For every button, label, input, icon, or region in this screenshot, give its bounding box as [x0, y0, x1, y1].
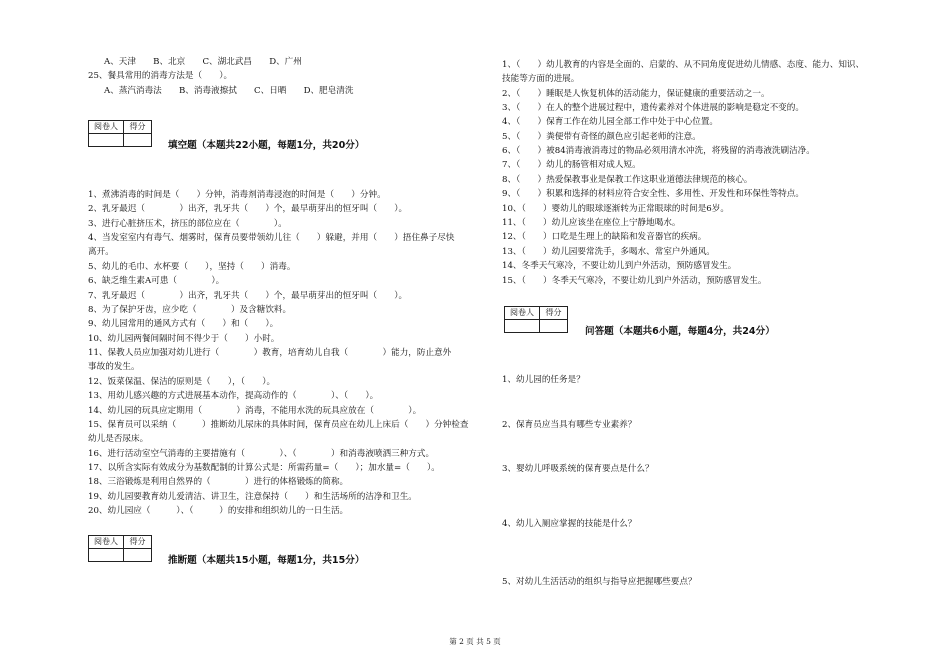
fill-line: 8、为了保护牙齿，应少吃（ ）及含糖饮料。: [88, 305, 292, 315]
judge-line: 2、（ ）睡眠是人恢复机体的活动能力，保证健康的重要活动之一。: [502, 89, 770, 99]
fill-line: 16、进行活动室空气消毒的主要措施有（ ）、（ ）和消毒液喷洒三种方式。: [88, 449, 435, 459]
qa-question: 1、幼儿园的任务是？: [502, 375, 585, 385]
judge-score-box: [88, 535, 152, 562]
judge-line: 7、（ ）幼儿的肠管相对成人短。: [502, 160, 641, 170]
judge-line: 12、（ ）口吃是生理上的缺陷和发音器官的疾病。: [502, 232, 707, 242]
judge-line: 9、（ ）积累和选择的材料应符合安全性、多用性、开发性和环保性等特点。: [502, 189, 804, 199]
fill-section-title: 填空题（本题共22小题，每题1分，共20分）: [168, 140, 365, 151]
fill-line: 20、幼儿园应（ ）、（ ）的安排和组织幼儿的一日生活。: [88, 506, 349, 516]
grader-label: 阅卷人: [94, 537, 118, 546]
qa-score-box: [504, 306, 568, 333]
fill-line: 离开。: [88, 247, 114, 257]
fill-line: 6、缺乏维生素A可患（ ）。: [88, 276, 225, 286]
judge-line: 技能等方面的进展。: [502, 74, 580, 84]
judge-line: 14、冬季天气寒冷，不要让幼儿到户外活动，预防感冒发生。: [502, 261, 737, 271]
fill-line: 18、三浴锻炼是利用自然界的（ ）进行的体格锻炼的简称。: [88, 477, 349, 487]
judge-section-title: 推断题（本题共15小题，每题1分，共15分）: [168, 555, 365, 566]
fill-score-box: [88, 120, 152, 147]
question-25-options: A、蒸汽消毒法 B、消毒液擦拭 C、日晒 D、肥皂清洗: [104, 86, 354, 96]
fill-line: 11、保教人员应加强对幼儿进行（ ）教育，培育幼儿自我（ ）能力，防止意外: [88, 348, 452, 358]
fill-line: 9、幼儿园常用的通风方式有（ ）和（ ）。: [88, 319, 279, 329]
score-label: 得分: [129, 122, 146, 131]
fill-line: 7、乳牙最迟（ ）出齐，乳牙共（ ）个，最早萌芽出的恒牙叫（ ）。: [88, 291, 408, 301]
judge-line: 11、（ ）幼儿应该坐在座位上宁静地喝水。: [502, 218, 681, 228]
fill-line: 4、当发室室内有毒气、烟雾时，保育员要带领幼儿往（ ）躲避，并用（ ）捂住鼻子尽快: [88, 233, 455, 243]
fill-line: 19、幼儿园要教育幼儿爱清洁、讲卫生，注意保持（ ）和生活场所的洁净和卫生。: [88, 492, 417, 502]
fill-line: 17、以所含实际有效成分为基数配制的计算公式是：所需药量=（ ）；加水量=（ ）。: [88, 463, 440, 473]
question-25: 25、餐具常用的消毒方法是（ ）。: [88, 71, 233, 81]
qa-question: 4、幼儿入厕应掌握的技能是什么？: [502, 519, 637, 529]
fill-line: 5、幼儿的毛巾、水杯要（ ），坚持（ ）消毒。: [88, 262, 296, 272]
question-24-options: A、天津 B、北京 C、湖北武昌 D、广州: [104, 57, 302, 67]
grader-label: 阅卷人: [510, 308, 534, 317]
judge-line: 4、（ ）保育工作在幼儿园全部工作中处于中心位置。: [502, 117, 719, 127]
judge-line: 5、（ ）粪便带有奇怪的颜色应引起老师的注意。: [502, 132, 701, 142]
page-footer: 第 2 页 共 5 页: [449, 637, 501, 646]
fill-line: 14、幼儿园的玩具应定期用（ ）消毒，不能用水洗的玩具应放在（ ）。: [88, 406, 422, 416]
fill-line: 10、幼儿园两餐间隔时间不得少于（ ）小时。: [88, 334, 280, 344]
judge-line: 8、（ ）热爱保教事业是保教工作这职业道德法律规范的核心。: [502, 175, 753, 185]
fill-line: 幼儿是否尿床。: [88, 434, 149, 444]
qa-question: 2、保育员应当具有哪些专业素养？: [502, 420, 637, 430]
grader-label: 阅卷人: [94, 122, 118, 131]
fill-line: 12、饭菜保温、保洁的原则是（ ），（ ）。: [88, 377, 276, 387]
judge-line: 15、（ ）冬季天气寒冷，不要让幼儿到户外活动，预防感冒发生。: [502, 276, 767, 286]
judge-line: 3、（ ）在人的整个进展过程中，遗传素养对个体进展的影响是稳定不变的。: [502, 103, 804, 113]
judge-line: 6、（ ）被84消毒液消毒过的物品必须用清水冲洗，将残留的消毒液洗刷洁净。: [502, 146, 815, 156]
qa-question: 3、婴幼儿呼吸系统的保育要点是什么？: [502, 464, 654, 474]
judge-line: 1、（ ）幼儿教育的内容是全面的、启蒙的、从不同角度促进幼儿情感、态度、能力、知识、: [502, 60, 865, 70]
qa-section-title: 问答题（本题共6小题，每题4分，共24分）: [585, 326, 775, 337]
qa-question: 5、对幼儿生活活动的组织与指导应把握哪些要点？: [502, 577, 697, 587]
fill-line: 2、乳牙最迟（ ）出齐，乳牙共（ ）个，最早萌芽出的恒牙叫（ ）。: [88, 204, 408, 214]
fill-line: 15、保育员可以采纳（ ）推断幼儿尿床的具体时间，保育员应在幼儿上床后（ ）分钟检查: [88, 420, 469, 430]
fill-line: 13、用幼儿感兴趣的方式进展基本动作，提高动作的（ ）、（ ）。: [88, 391, 379, 401]
judge-line: 10、（ ）婴幼儿的眼球逐渐转为正常眼球的时间是6岁。: [502, 204, 729, 214]
fill-line: 3、进行心脏挤压术，挤压的部位应在（ ）。: [88, 219, 287, 229]
score-label: 得分: [545, 308, 562, 317]
score-label: 得分: [129, 537, 146, 546]
fill-line: 1、煮沸消毒的时间是（ ）分钟，消毒剂消毒浸泡的时间是（ ）分钟。: [88, 190, 386, 200]
judge-line: 13、（ ）幼儿园要常洗手，多喝水、常室户外通风。: [502, 247, 715, 257]
fill-line: 事故的发生。: [88, 362, 140, 372]
